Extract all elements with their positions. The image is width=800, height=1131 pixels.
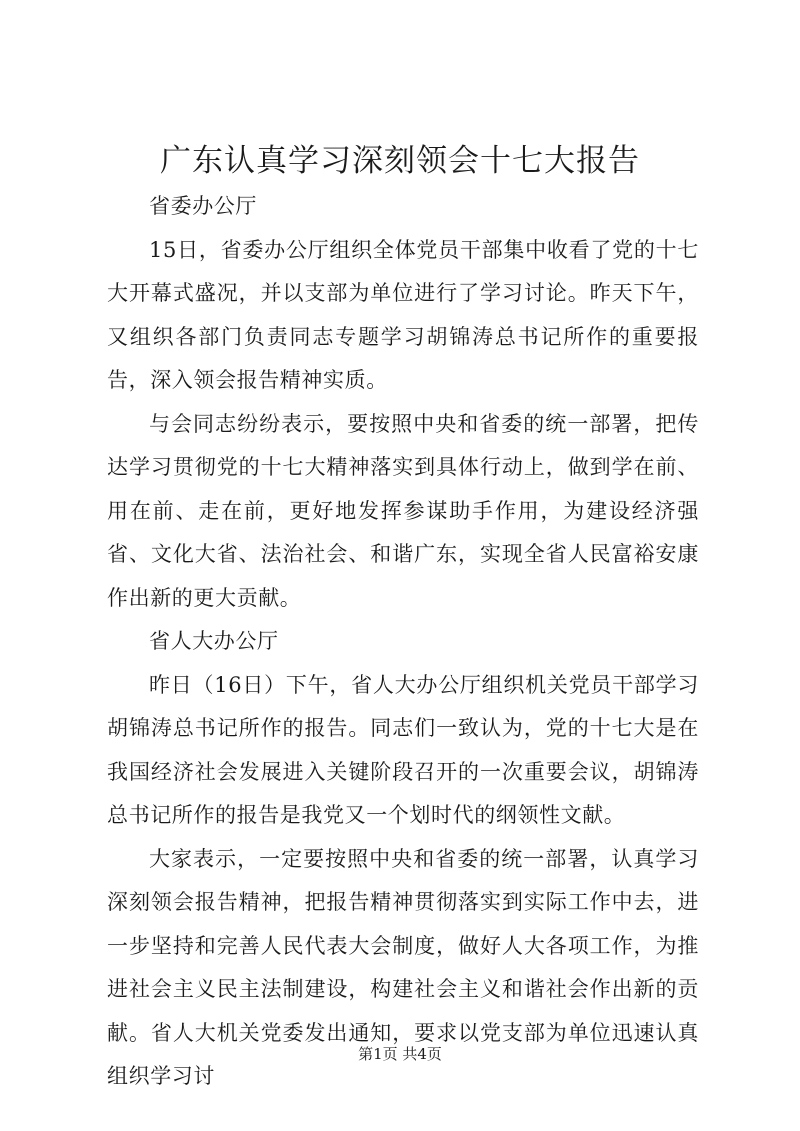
paragraph: 大家表示，一定要按照中央和省委的统一部署，认真学习深刻领会报告精神，把报告精神贯彻落实到实际工作中去，进一步坚持和完善人民代表大会制度，做好人大各项工作，为推进社会主义民主法制建设，构建社会主义和谐社会作出新的贡献。省人大机关党委发出通知，要求以党支部为单位迅速认真组织学习讨 <box>107 846 699 1088</box>
section-heading-provincial-office: 省委办公厅 <box>149 194 257 218</box>
document-body <box>107 185 699 1099</box>
document-title: 广东认真学习深刻领会十七大报告 <box>160 143 640 179</box>
paragraph: 与会同志纷纷表示，要按照中央和省委的统一部署，把传达学习贯彻党的十七大精神落实到具体行动上，做到学在前、用在前、走在前，更好地发挥参谋助手作用，为建设经济强省、文化大省、法治社会、和谐广东，实现全省人民富裕安康作出新的更大贡献。 <box>107 411 699 610</box>
page-number-footer: 第1页 共4页 <box>358 1045 442 1063</box>
section-heading-npc-office: 省人大办公厅 <box>149 629 279 653</box>
paragraph: 15日，省委办公厅组织全体党员干部集中收看了党的十七大开幕式盛况，并以支部为单位进行了学习讨论。昨天下午，又组织各部门负责同志专题学习胡锦涛总书记所作的重要报告，深入领会报告精神实质。 <box>107 237 699 392</box>
paragraph: 昨日（16日）下午，省人大办公厅组织机关党员干部学习胡锦涛总书记所作的报告。同志们一致认为，党的十七大是在我国经济社会发展进入关键阶段召开的一次重要会议，胡锦涛总书记所作的报告是我党又一个划时代的纲领性文献。 <box>107 672 699 827</box>
